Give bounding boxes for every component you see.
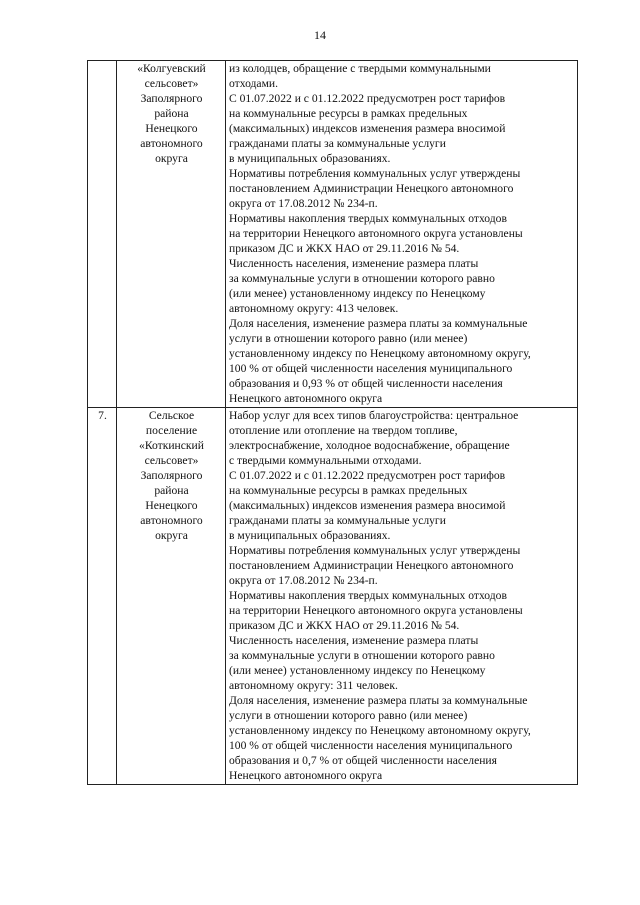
text-line: на территории Ненецкого автономного округа установлены bbox=[229, 604, 523, 617]
text-line: округа от 17.08.2012 № 234-п. bbox=[229, 197, 378, 210]
text-line: 100 % от общей численности населения муниципального bbox=[229, 362, 513, 375]
description-cell bbox=[226, 61, 578, 408]
text-line: постановлением Администрации Ненецкого автономного bbox=[229, 182, 514, 195]
text-line: за коммунальные услуги в отношении которого равно bbox=[229, 272, 495, 285]
text-line: с твердыми коммунальными отходами. bbox=[229, 454, 422, 467]
text-line: округа от 17.08.2012 № 234-п. bbox=[229, 574, 378, 587]
settlement-name-cell bbox=[117, 408, 226, 785]
page-number: 14 bbox=[314, 28, 326, 42]
text-line: Нормативы потребления коммунальных услуг утверждены bbox=[229, 167, 521, 180]
text-line: образования и 0,7 % от общей численности населения bbox=[229, 754, 497, 767]
text-line: С 01.07.2022 и с 01.12.2022 предусмотрен рост тарифов bbox=[229, 92, 506, 105]
text-line: в муниципальных образованиях. bbox=[229, 152, 391, 165]
text-line: (максимальных) индексов изменения размера вносимой bbox=[229, 122, 506, 135]
text-line: за коммунальные услуги в отношении которого равно bbox=[229, 649, 495, 662]
table-body bbox=[88, 61, 578, 785]
text-line: сельсовет» bbox=[144, 454, 199, 467]
text-line: автономного bbox=[140, 514, 203, 527]
text-line: Доля населения, изменение размера платы за коммунальные bbox=[229, 694, 528, 707]
text-line: Ненецкого bbox=[145, 122, 198, 135]
text-line: постановлением Администрации Ненецкого автономного bbox=[229, 559, 514, 572]
text-line: округа bbox=[155, 529, 188, 542]
text-line: Численность населения, изменение размера платы bbox=[229, 634, 479, 647]
text-line: округа bbox=[155, 152, 188, 165]
text-line: Набор услуг для всех типов благоустройства: центральное bbox=[229, 409, 519, 422]
text-line: образования и 0,93 % от общей численности населения bbox=[229, 377, 503, 390]
text-line: (максимальных) индексов изменения размера вносимой bbox=[229, 499, 506, 512]
text-line: поселение bbox=[145, 424, 198, 437]
text-line: в муниципальных образованиях. bbox=[229, 529, 391, 542]
description-cell bbox=[226, 408, 578, 785]
text-line: (или менее) установленному индексу по Ненецкому bbox=[229, 287, 486, 300]
text-line: услуги в отношении которого равно (или менее) bbox=[229, 332, 468, 345]
text-line: электроснабжение, холодное водоснабжение, обращение bbox=[229, 439, 510, 452]
text-line: Численность населения, изменение размера платы bbox=[229, 257, 479, 270]
text-line: гражданами платы за коммунальные услуги bbox=[229, 514, 446, 527]
text-line: автономному округу: 413 человек. bbox=[229, 302, 399, 315]
text-line: Ненецкого автономного округа bbox=[229, 769, 383, 782]
text-line: Заполярного bbox=[140, 92, 203, 105]
row-number: 7. bbox=[98, 409, 107, 422]
text-line: на коммунальные ресурсы в рамках предельных bbox=[229, 484, 468, 497]
text-line: Доля населения, изменение размера платы за коммунальные bbox=[229, 317, 528, 330]
text-line: Ненецкого bbox=[145, 499, 198, 512]
text-line: автономного bbox=[140, 137, 203, 150]
text-line: Нормативы накопления твердых коммунальных отходов bbox=[229, 589, 507, 602]
text-line: Заполярного bbox=[140, 469, 203, 482]
settlements-table bbox=[87, 60, 578, 785]
text-line: района bbox=[154, 484, 189, 497]
text-line: 100 % от общей численности населения муниципального bbox=[229, 739, 513, 752]
table-row bbox=[88, 61, 578, 408]
text-line: сельсовет» bbox=[144, 77, 199, 90]
text-line: приказом ДС и ЖКХ НАО от 29.11.2016 № 54. bbox=[229, 242, 460, 255]
table-row bbox=[88, 408, 578, 785]
text-line: Нормативы потребления коммунальных услуг утверждены bbox=[229, 544, 521, 557]
text-line: приказом ДС и ЖКХ НАО от 29.11.2016 № 54. bbox=[229, 619, 460, 632]
row-number-cell bbox=[88, 61, 117, 408]
text-line: Сельское bbox=[148, 409, 195, 422]
text-line: автономному округу: 311 человек. bbox=[229, 679, 398, 692]
text-line: из колодцев, обращение с твердыми коммунальными bbox=[229, 62, 491, 75]
text-line: района bbox=[154, 107, 189, 120]
text-line: «Коткинский bbox=[139, 439, 204, 452]
row-number-cell bbox=[88, 408, 117, 785]
settlement-name-cell bbox=[117, 61, 226, 408]
text-line: Ненецкого автономного округа bbox=[229, 392, 383, 405]
text-line: гражданами платы за коммунальные услуги bbox=[229, 137, 446, 150]
text-line: установленному индексу по Ненецкому автономному округу, bbox=[229, 724, 531, 737]
text-line: отходами. bbox=[229, 77, 279, 90]
text-line: (или менее) установленному индексу по Ненецкому bbox=[229, 664, 486, 677]
text-line: установленному индексу по Ненецкому автономному округу, bbox=[229, 347, 531, 360]
text-line: на территории Ненецкого автономного округа установлены bbox=[229, 227, 523, 240]
text-line: на коммунальные ресурсы в рамках предельных bbox=[229, 107, 468, 120]
text-line: услуги в отношении которого равно (или менее) bbox=[229, 709, 468, 722]
text-line: С 01.07.2022 и с 01.12.2022 предусмотрен рост тарифов bbox=[229, 469, 506, 482]
text-line: отопление или отопление на твердом топливе, bbox=[229, 424, 458, 437]
text-line: «Колгуевский bbox=[137, 62, 206, 75]
text-line: Нормативы накопления твердых коммунальных отходов bbox=[229, 212, 507, 225]
